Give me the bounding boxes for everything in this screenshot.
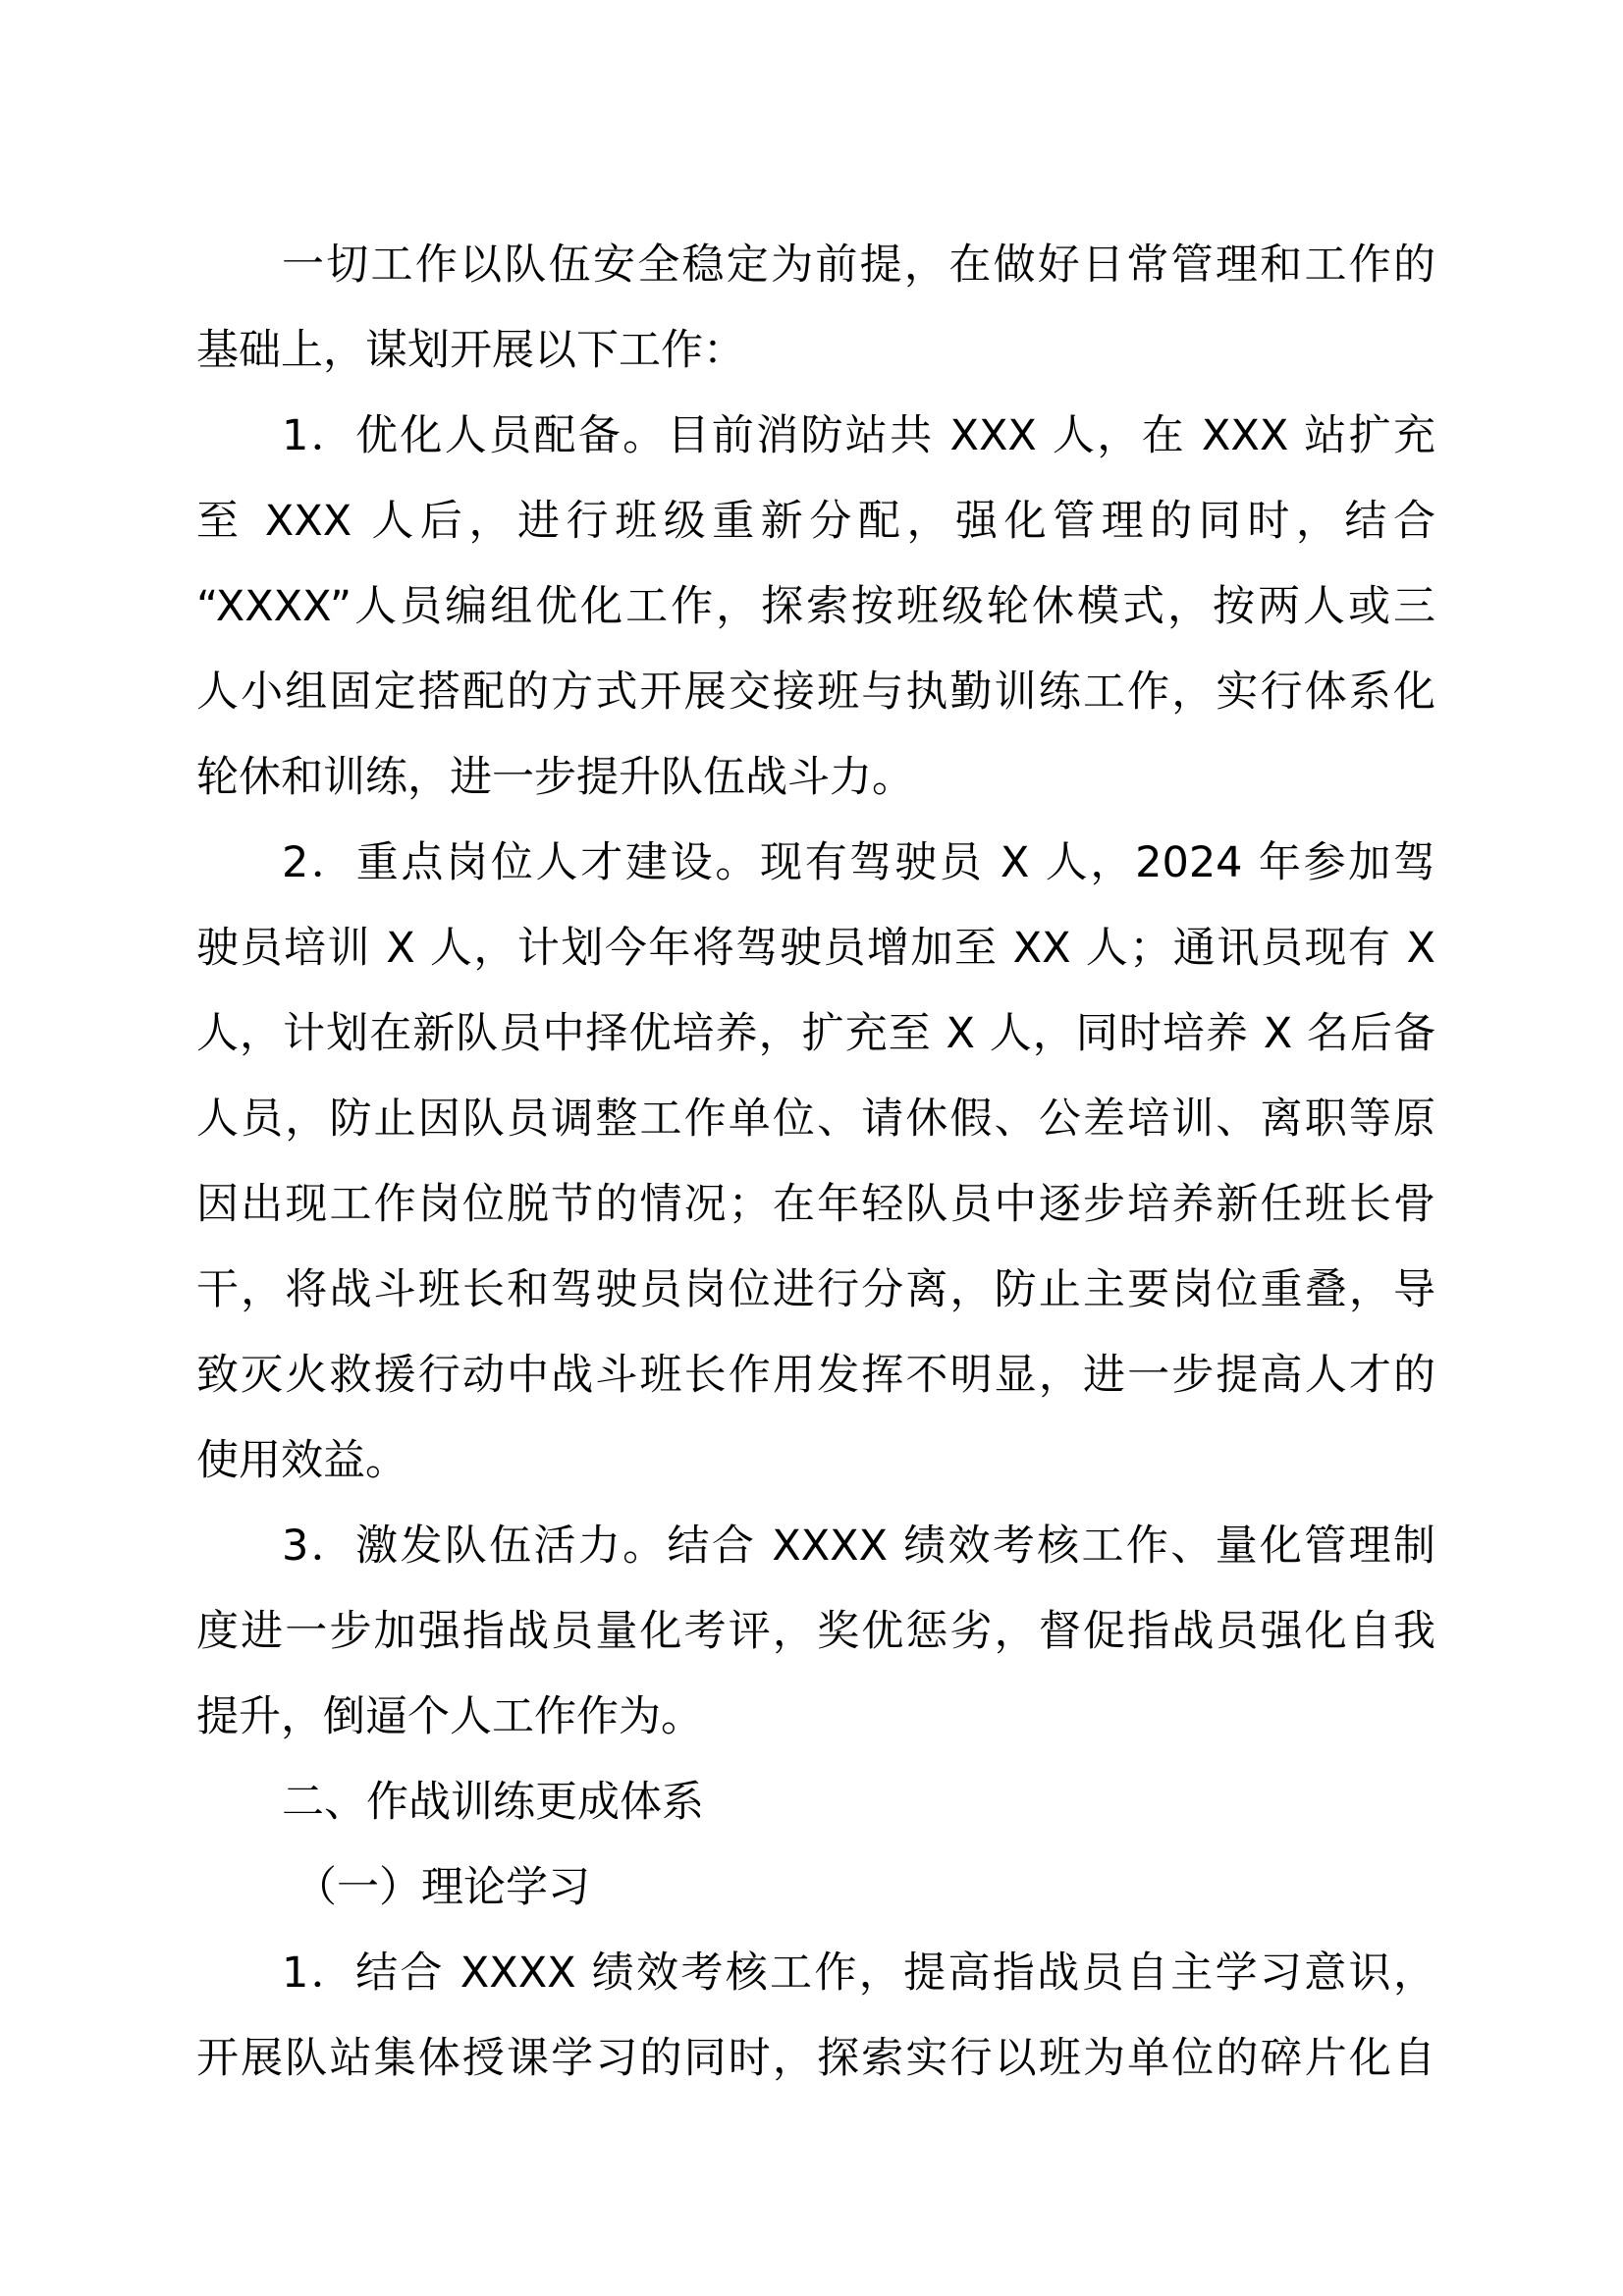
paragraph-4-line: 提升，倒逼个人工作作为。 <box>196 1692 703 1741</box>
paragraph-2-line: 轮休和训练，进一步提升队伍战斗力。 <box>196 753 914 802</box>
paragraph-3-line: 人，计划在新队员中择优培养，扩充至 X 人，同时培养 X 名后备 <box>196 1009 1435 1058</box>
paragraph-2-line: 1．优化人员配备。目前消防站共 XXX 人，在 XXX 站扩充 <box>282 411 1435 460</box>
paragraph-3-line: 2．重点岗位人才建设。现有驾驶员 X 人，2024 年参加驾 <box>282 838 1435 887</box>
paragraph-3-line: 人员，防止因队员调整工作单位、请休假、公差培训、离职等原 <box>196 1095 1435 1144</box>
paragraph-1-line: 一切工作以队伍安全稳定为前提，在做好日常管理和工作的 <box>282 240 1435 290</box>
paragraph-2-line: 至 XXX 人后，进行班级重新分配，强化管理的同时，结合 <box>196 497 1435 546</box>
paragraph-3-line: 使用效益。 <box>196 1436 407 1485</box>
paragraph-2-line: “XXXX”人员编组优化工作，探索按班级轮休模式，按两人或三 <box>196 582 1435 631</box>
paragraph-2-line: 人小组固定搭配的方式开展交接班与执勤训练工作，实行体系化 <box>196 667 1435 717</box>
paragraph-3-line: 致灭火救援行动中战斗班长作用发挥不明显，进一步提高人才的 <box>196 1351 1435 1400</box>
paragraph-3-line: 因出现工作岗位脱节的情况；在年轻队员中逐步培养新任班长骨 <box>196 1180 1435 1229</box>
paragraph-7-line: 开展队站集体授课学习的同时，探索实行以班为单位的碎片化自 <box>196 2034 1435 2083</box>
paragraph-4-line: 度进一步加强指战员量化考评，奖优惩劣，督促指战员强化自我 <box>196 1607 1435 1656</box>
paragraph-1-line: 基础上，谋划开展以下工作： <box>196 326 745 375</box>
paragraph-3-line: 干，将战斗班长和驾驶员岗位进行分离，防止主要岗位重叠，导 <box>196 1265 1435 1314</box>
paragraph-3-line: 驶员培训 X 人，计划今年将驾驶员增加至 XX 人；通讯员现有 X <box>196 924 1435 973</box>
paragraph-5-line: 二、作战训练更成体系 <box>282 1778 704 1827</box>
paragraph-7-line: 1．结合 XXXX 绩效考核工作，提高指战员自主学习意识， <box>282 1949 1435 1998</box>
paragraph-4-line: 3．激发队伍活力。结合 XXXX 绩效考核工作、量化管理制 <box>282 1522 1435 1571</box>
paragraph-6-line: （一）理论学习 <box>295 1863 590 1912</box>
